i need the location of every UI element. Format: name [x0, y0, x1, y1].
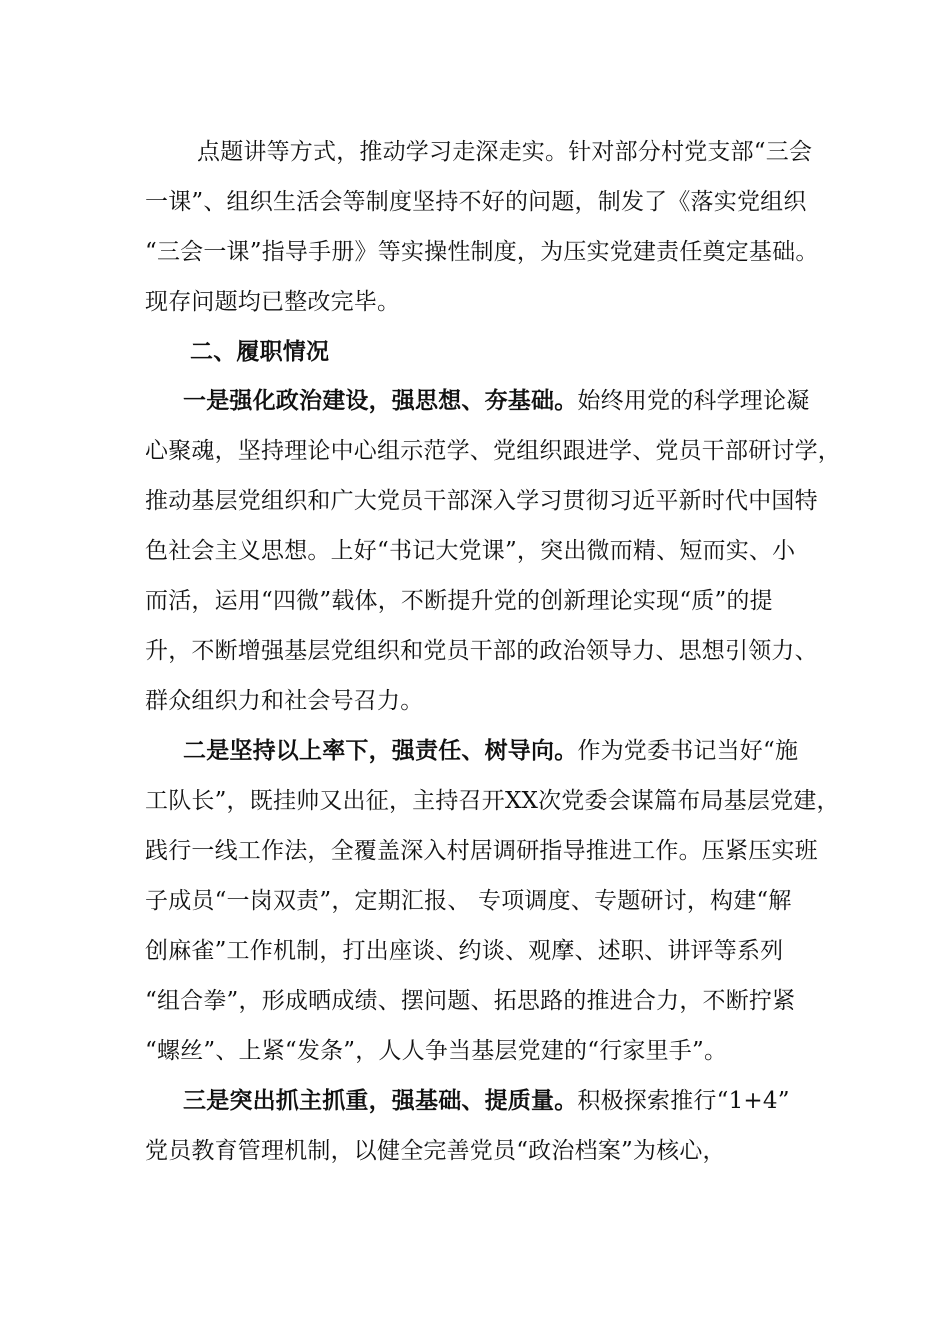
text-run: 现存问题均已整改完毕。 — [145, 289, 401, 315]
text-line — [145, 586, 773, 616]
text-line — [145, 237, 819, 267]
text-line — [145, 187, 807, 217]
text-line — [183, 386, 809, 416]
text-line — [197, 137, 812, 167]
text-run: “螺丝”、上紧“发条”，人人争当基层党建的“行家里手”。 — [145, 1038, 728, 1064]
text-line — [145, 686, 423, 716]
lead-phrase: 三是突出抓主抓重，强基础、提质量。 — [183, 1087, 578, 1114]
text-line — [145, 287, 400, 317]
heading-text: 二、履职情况 — [190, 338, 330, 365]
text-line — [145, 1136, 726, 1166]
text-line — [145, 1036, 727, 1066]
section-heading — [190, 337, 329, 367]
text-line — [145, 786, 840, 816]
text-run: 点题讲等方式，推动学习走深走实。针对部分村党支部“三会 — [197, 139, 813, 165]
text-run: 践行一线工作法，全覆盖深入村居调研指导推进工作。压紧压实班 — [145, 838, 818, 864]
text-line — [145, 836, 818, 866]
text-line — [183, 736, 798, 766]
lead-phrase: 一是强化政治建设，强思想、夯基础。 — [183, 387, 578, 414]
text-line — [145, 986, 795, 1016]
text-line — [145, 636, 818, 666]
text-line — [145, 436, 841, 466]
text-run: 推动基层党组织和广大党员干部深入学习贯彻习近平新时代中国特 — [145, 488, 818, 514]
text-run: 升，不断增强基层党组织和党员干部的政治领导力、思想引领力、 — [145, 638, 818, 664]
text-run: 积极探索推行“1+4” — [577, 1088, 790, 1114]
text-run: 创麻雀”工作机制，打出座谈、约谈、观摩、述职、讲评等系列 — [145, 938, 784, 964]
text-run: 子成员“一岗双责”，定期汇报、 专项调度、专题研讨，构建“解 — [145, 888, 792, 914]
text-run: 心聚魂，坚持理论中心组示范学、党组织跟进学、党员干部研讨学， — [145, 438, 841, 464]
text-run: 色社会主义思想。上好“书记大党课”，突出微而精、短而实、小 — [145, 538, 796, 564]
text-run: 工队长”，既挂帅又出征，主持召开XX次党委会谋篇布局基层党建， — [145, 788, 840, 814]
text-run: “组合拳”，形成晒成绩、摆问题、拓思路的推进合力，不断拧紧 — [145, 988, 796, 1014]
text-line — [145, 536, 795, 566]
text-line — [145, 486, 818, 516]
text-run: 一课”、组织生活会等制度坚持不好的问题，制发了《落实党组织 — [145, 189, 807, 215]
text-run: 党员教育管理机制，以健全完善党员“政治档案”为核心， — [145, 1138, 726, 1164]
text-run: 始终用党的科学理论凝 — [577, 388, 810, 414]
text-line — [145, 886, 792, 916]
text-run: 群众组织力和社会号召力。 — [145, 688, 424, 714]
text-run: 而活，运用“四微”载体，不断提升党的创新理论实现“质”的提 — [145, 588, 773, 614]
text-run: “三会一课”指导手册》等实操性制度，为压实党建责任奠定基础。 — [145, 239, 819, 265]
lead-phrase: 二是坚持以上率下，强责任、树导向。 — [183, 737, 578, 764]
text-run: 作为党委书记当好“施 — [577, 738, 799, 764]
text-line — [183, 1086, 790, 1116]
text-line — [145, 936, 783, 966]
